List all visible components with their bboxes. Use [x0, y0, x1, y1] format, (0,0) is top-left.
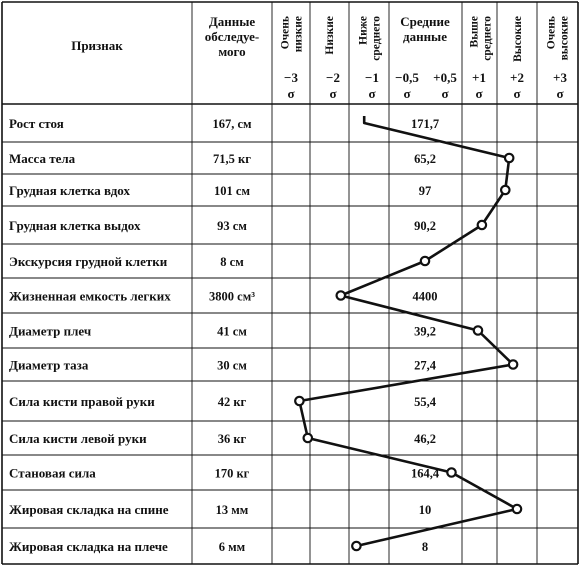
- average-value: 27,4: [414, 358, 436, 373]
- subject-value: 93 см: [217, 219, 247, 233]
- subject-value: 71,5 кг: [213, 152, 251, 166]
- sigma-scale-label: +0,5: [433, 70, 457, 85]
- subject-data-header: мого: [218, 44, 246, 59]
- category-header-high: Высокие: [512, 16, 524, 62]
- sigma-symbol: σ: [368, 86, 376, 101]
- feature-name: Жировая складка на плече: [9, 539, 168, 554]
- subject-value: 30 см: [217, 358, 247, 373]
- subject-value: 170 кг: [214, 466, 250, 481]
- subject-value: 8 см: [220, 255, 244, 269]
- sigma-symbol: σ: [475, 86, 483, 101]
- profile-point: [421, 257, 429, 265]
- sigma-scale-label: −3: [284, 70, 298, 85]
- subject-value: 6 мм: [218, 540, 246, 554]
- sigma-symbol: σ: [287, 86, 295, 101]
- average-value: 164,4: [410, 466, 440, 481]
- category-header-very-low: Очень: [279, 16, 292, 50]
- category-header-very-high: высокие: [558, 16, 571, 61]
- profile-point: [352, 542, 360, 550]
- category-header-very-high: Очень: [545, 16, 558, 50]
- profile-line: [299, 116, 517, 546]
- sigma-symbol: σ: [556, 86, 564, 101]
- sigma-scale-label: −1: [365, 70, 379, 85]
- profile-point: [295, 397, 303, 405]
- sigma-scale-label: +1: [472, 70, 486, 85]
- category-header-below-average: среднего: [370, 16, 383, 61]
- sigma-symbol: σ: [513, 86, 521, 101]
- subject-value: 167, см: [212, 117, 252, 131]
- average-value: 4400: [412, 289, 438, 304]
- category-header-below-average: Ниже: [357, 16, 370, 45]
- category-header-above-average: среднего: [481, 16, 494, 61]
- sigma-scale-label: +3: [553, 70, 567, 85]
- profile-point: [478, 221, 486, 229]
- subject-value: 13 мм: [215, 503, 249, 517]
- sigma-scale-label: +2: [510, 70, 524, 85]
- sigma-scale-label: −0,5: [395, 70, 419, 85]
- feature-name: Жизненная емкость легких: [9, 288, 171, 304]
- subject-value: 101 см: [214, 184, 250, 198]
- feature-name: Жировая складка на спине: [9, 502, 169, 517]
- feature-name: Масса тела: [9, 151, 76, 166]
- feature-name: Грудная клетка выдох: [9, 218, 141, 233]
- average-value: 39,2: [414, 324, 436, 339]
- subject-value: 42 кг: [217, 395, 247, 409]
- average-value: 97: [418, 184, 432, 198]
- sigma-symbol: σ: [329, 86, 337, 101]
- category-header-very-low: низкие: [292, 16, 305, 53]
- category-header-low: Низкие: [324, 16, 336, 55]
- profile-point: [505, 154, 513, 162]
- category-header-above-average: Выше: [468, 16, 481, 48]
- sigma-scale-label: −2: [326, 70, 340, 85]
- average-header: Средние: [400, 14, 450, 29]
- average-value: 55,4: [414, 395, 436, 409]
- subject-value: 3800 см³: [209, 289, 255, 304]
- feature-name: Грудная клетка вдох: [9, 183, 130, 198]
- average-header: данные: [403, 29, 447, 44]
- profile-point: [304, 434, 312, 442]
- profile-point: [501, 186, 509, 194]
- average-value: 8: [421, 540, 429, 554]
- feature-name: Становая сила: [9, 465, 96, 481]
- feature-name: Экскурсия грудной клетки: [9, 254, 168, 269]
- profile-point: [509, 360, 517, 368]
- sigma-symbol: σ: [403, 86, 411, 101]
- feature-name: Диаметр плеч: [9, 323, 92, 339]
- profile-point: [513, 505, 521, 513]
- average-value: 90,2: [414, 219, 436, 233]
- subject-value: 41 см: [217, 324, 247, 339]
- average-value: 46,2: [414, 432, 436, 446]
- profile-point: [447, 468, 455, 476]
- feature-name: Сила кисти правой руки: [9, 394, 155, 409]
- profile-point: [474, 326, 482, 334]
- subject-data-header: обследуе-: [204, 29, 260, 44]
- average-value: 65,2: [414, 152, 436, 166]
- feature-name: Сила кисти левой руки: [9, 431, 147, 446]
- subject-value: 36 кг: [217, 432, 247, 446]
- average-value: 10: [418, 503, 432, 517]
- feature-name: Диаметр таза: [9, 357, 89, 373]
- feature-name: Рост стоя: [9, 116, 64, 131]
- subject-data-header: Данные: [208, 14, 256, 29]
- feature-header: Признак: [71, 38, 123, 53]
- profile-point: [337, 291, 345, 299]
- sigma-symbol: σ: [441, 86, 449, 101]
- average-value: 171,7: [410, 117, 440, 131]
